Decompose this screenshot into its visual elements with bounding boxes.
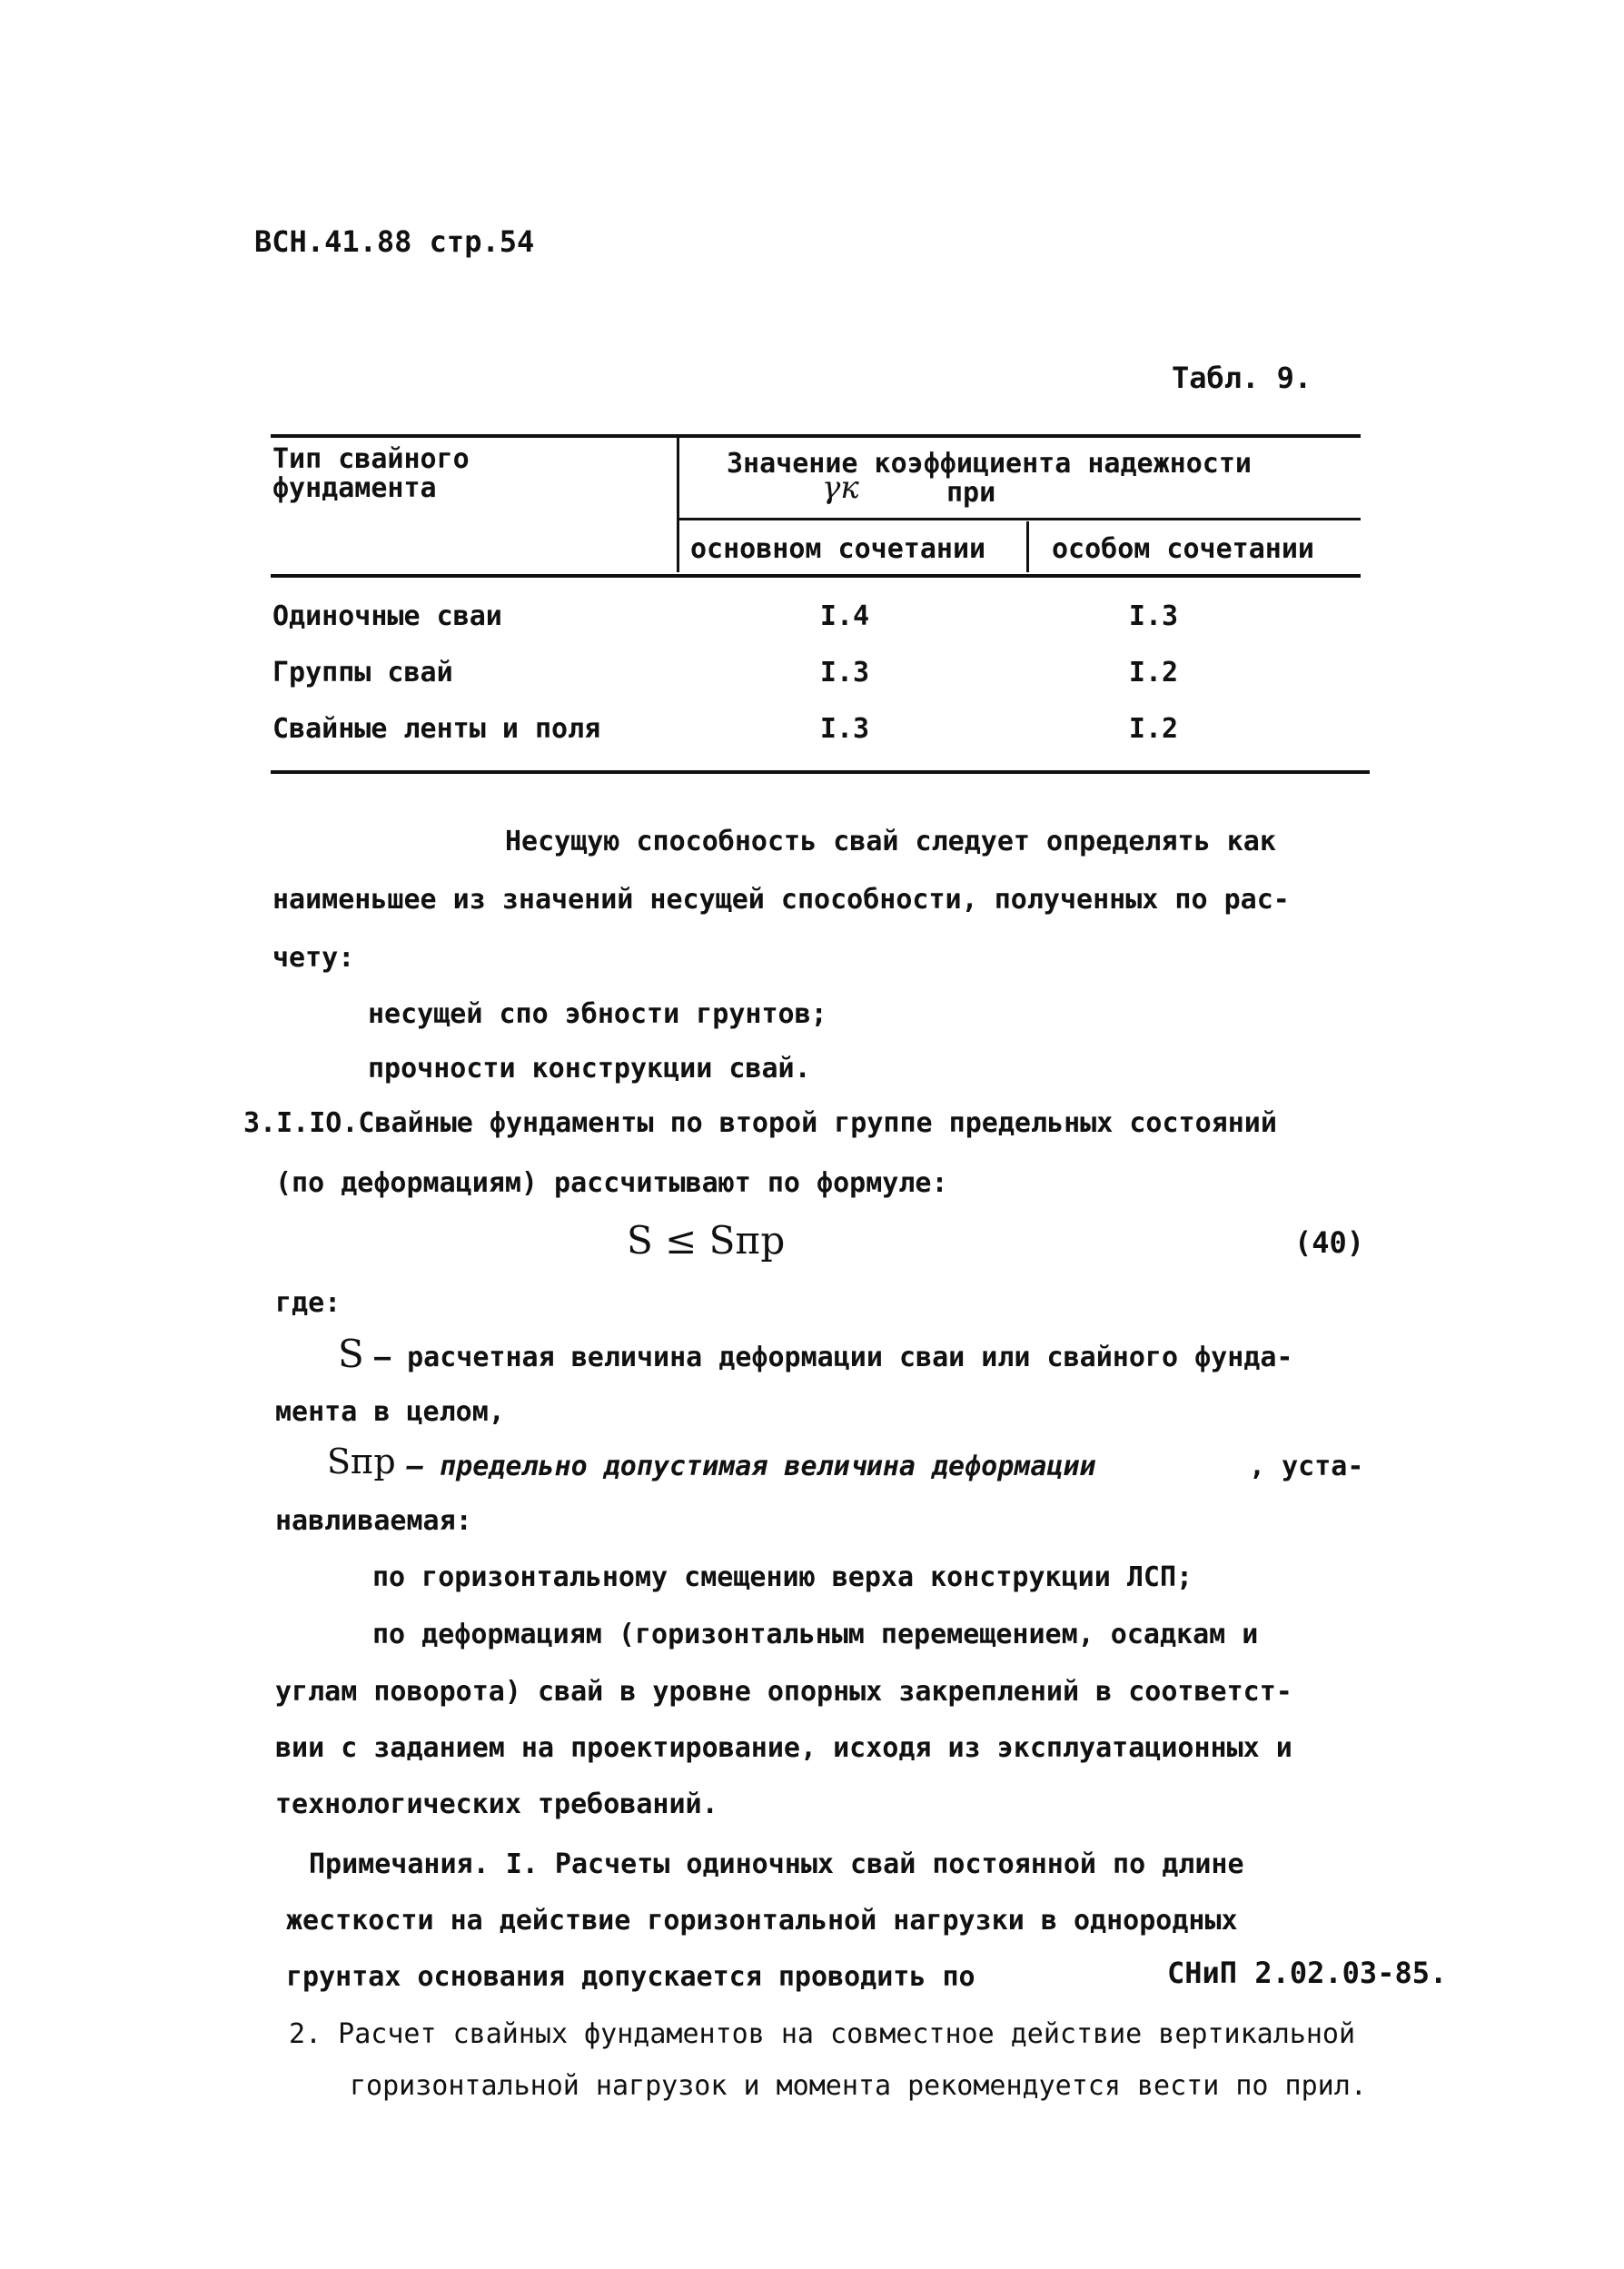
- gamma-k-symbol: γк: [822, 470, 859, 506]
- definition-line-end: , уста-: [1249, 1451, 1364, 1482]
- row-foundation-type: Свайные ленты и поля: [272, 713, 601, 745]
- row-value-special: I.2: [1128, 657, 1179, 689]
- table-top-rule: [271, 434, 1361, 438]
- paragraph-line: (по деформациям) рассчитывают по формуле:: [275, 1167, 948, 1199]
- definition-symbol: Sпр: [327, 1442, 396, 1481]
- sub-header-divider: [1026, 521, 1029, 572]
- row-foundation-type: Группы свай: [272, 657, 453, 689]
- definition-line: навливаемая:: [275, 1505, 472, 1537]
- list-item: по горизонтальному смещению верха конструкции ЛСП;: [372, 1561, 1193, 1593]
- row-value-special: I.2: [1128, 713, 1179, 745]
- row-value-basic: I.3: [819, 713, 870, 745]
- document-reference: ВСН.41.88 стр.54: [254, 224, 535, 259]
- col-group-header: Значение коэффициента надежности: [727, 448, 1252, 480]
- formula-number: (40): [1294, 1225, 1365, 1260]
- note-line: жесткости на действие горизонтальной нагрузки в однородных: [286, 1905, 1238, 1937]
- note-line: 2. Расчет свайных фундаментов на совместное действие вертикальной: [289, 2018, 1355, 2050]
- col-group-header-suffix: при: [946, 477, 996, 509]
- where-label: где:: [275, 1287, 342, 1319]
- table-mid-rule: [679, 518, 1361, 520]
- row-value-basic: I.4: [819, 600, 870, 632]
- table-label: Табл. 9.: [1172, 361, 1312, 395]
- formula: S ≤ Sпр: [627, 1218, 786, 1263]
- list-item: прочности конструкции свай.: [368, 1053, 811, 1085]
- paragraph-line: наименьшее из значений несущей способности, полученных по рас-: [272, 884, 1290, 916]
- paragraph-line: технологических требований.: [275, 1788, 718, 1820]
- paragraph-line: углам поворота) свай в уровне опорных закреплений в соответст-: [275, 1676, 1292, 1708]
- sub-header-special: особом сочетании: [1052, 533, 1314, 565]
- list-item: по деформациям (горизонтальным перемещением, осадкам и: [372, 1619, 1259, 1650]
- note-line: горизонтальной нагрузок и момента рекомендуется вести по прил.: [350, 2070, 1367, 2102]
- paragraph-line: вии с заданием на проектирование, исходя из эксплуатационных и: [275, 1732, 1292, 1764]
- row-foundation-type: Одиночные сваи: [272, 600, 502, 632]
- definition-line: – предельно допустимая величина деформации: [407, 1451, 1096, 1482]
- table-bottom-rule: [271, 770, 1370, 774]
- col-header-foundation-type: Тип свайного фундамента: [272, 443, 470, 504]
- sub-header-basic: основном сочетании: [690, 533, 986, 565]
- paragraph-line: Несущую способность свай следует определять как: [505, 826, 1276, 857]
- definition-line: – расчетная величина деформации сваи или свайного фунда-: [374, 1342, 1293, 1373]
- standard-reference: СНиП 2.02.03-85.: [1167, 1956, 1448, 1990]
- definition-symbol: S: [338, 1332, 364, 1376]
- row-value-basic: I.3: [819, 657, 870, 689]
- row-value-special: I.3: [1128, 600, 1179, 632]
- paragraph-line: чету:: [272, 942, 355, 974]
- definition-line: мента в целом,: [275, 1396, 505, 1428]
- table-vertical-rule: [677, 436, 679, 572]
- list-item: несущей спо эбности грунтов;: [368, 998, 827, 1030]
- note-line: грунтах основания допускается проводить по: [286, 1961, 975, 1993]
- table-header-bottom-rule: [271, 574, 1361, 578]
- note-line: Примечания. I. Расчеты одиночных свай постоянной по длине: [309, 1848, 1244, 1880]
- section-heading-line: 3.I.IO.Свайные фундаменты по второй группе предельных состояний: [243, 1107, 1277, 1139]
